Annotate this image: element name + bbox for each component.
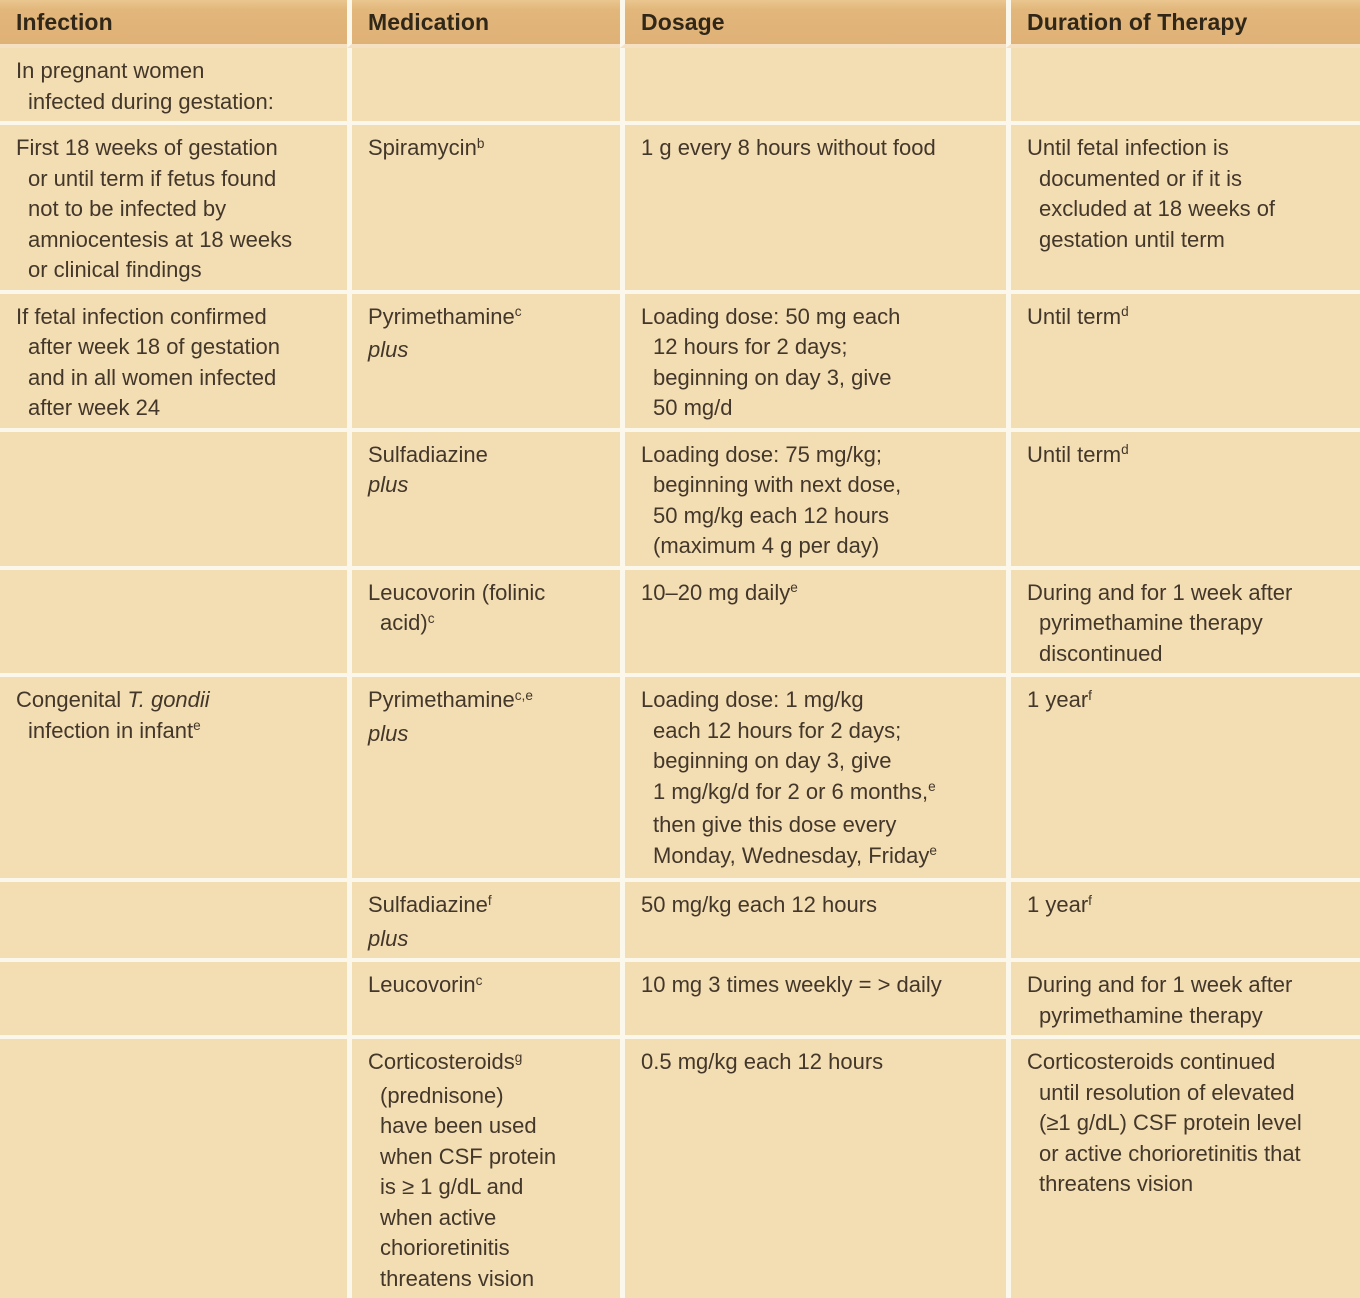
medication-cell bbox=[347, 962, 620, 1039]
cell-line bbox=[641, 470, 998, 501]
text-segment: Pyrimethamine bbox=[368, 687, 515, 712]
text-segment: 1 mg/kg/d for 2 or 6 months, bbox=[653, 778, 929, 804]
infection-cell bbox=[0, 432, 347, 570]
text-segment: threatens vision bbox=[380, 1265, 535, 1291]
text-segment: 0.5 mg/kg each 12 hours bbox=[641, 1049, 884, 1074]
cell-line bbox=[1027, 1047, 1352, 1078]
cell-line bbox=[368, 578, 612, 609]
cell-line bbox=[1027, 1001, 1352, 1032]
text-segment: First 18 weeks of gestation bbox=[16, 135, 278, 160]
duration-cell bbox=[1006, 125, 1360, 294]
text-segment: (maximum 4 g per day) bbox=[653, 533, 880, 558]
duration-cell bbox=[1006, 48, 1360, 125]
cell-line bbox=[16, 56, 339, 87]
text-segment: (≥1 g/dL) CSF protein level bbox=[1039, 1110, 1302, 1135]
footnote-marker: f bbox=[1088, 892, 1092, 908]
cell-line bbox=[641, 302, 998, 333]
text-segment: infection in infant bbox=[28, 717, 194, 743]
table-row bbox=[0, 677, 1360, 882]
table-row bbox=[0, 1039, 1360, 1298]
dosage-cell bbox=[620, 432, 1006, 570]
text-segment: plus bbox=[368, 337, 409, 362]
text-segment: beginning with next dose, bbox=[653, 472, 902, 497]
cell-line bbox=[368, 1203, 612, 1234]
infection-cell bbox=[0, 882, 347, 962]
cell-line bbox=[368, 1081, 612, 1112]
footnote-marker: e bbox=[193, 718, 201, 734]
footnote-marker: e bbox=[790, 580, 798, 596]
infection-cell bbox=[0, 677, 347, 882]
medication-cell bbox=[347, 432, 620, 570]
cell-line bbox=[368, 685, 612, 719]
cell-line bbox=[16, 363, 339, 394]
text-segment: Spiramycin bbox=[368, 135, 477, 160]
cell-line bbox=[641, 578, 998, 612]
col-header-infection: Infection bbox=[0, 0, 347, 48]
text-segment: Until term bbox=[1027, 303, 1122, 329]
text-segment: Loading dose: 1 mg/kg bbox=[641, 687, 864, 712]
text-segment: 50 mg/kg each 12 hours bbox=[641, 892, 878, 917]
footnote-marker: c bbox=[514, 304, 522, 320]
medication-cell bbox=[347, 570, 620, 678]
text-segment: discontinued bbox=[1039, 640, 1163, 666]
cell-line bbox=[641, 133, 998, 164]
text-segment: after week 24 bbox=[28, 395, 161, 420]
text-segment: 50 mg/d bbox=[653, 395, 733, 420]
text-segment: have been used bbox=[380, 1113, 537, 1138]
infection-cell bbox=[0, 48, 347, 125]
cell-line bbox=[1027, 608, 1352, 639]
text-segment: is ≥ 1 g/dL and bbox=[380, 1174, 524, 1199]
cell-line bbox=[16, 685, 339, 716]
cell-line bbox=[1027, 225, 1352, 256]
text-segment: until resolution of elevated bbox=[1039, 1079, 1295, 1105]
cell-line bbox=[641, 810, 998, 841]
infection-cell bbox=[0, 125, 347, 294]
cell-line bbox=[368, 1047, 612, 1081]
text-segment: plus bbox=[368, 925, 409, 951]
infection-cell bbox=[0, 294, 347, 432]
text-segment: or clinical findings bbox=[28, 257, 202, 282]
cell-line bbox=[16, 194, 339, 225]
footnote-marker: f bbox=[487, 892, 492, 908]
cell-line bbox=[641, 363, 998, 394]
text-segment: Congenital bbox=[16, 687, 128, 712]
cell-line bbox=[368, 133, 612, 167]
text-segment: Sulfadiazine bbox=[368, 441, 488, 467]
cell-line bbox=[368, 440, 612, 471]
cell-line bbox=[641, 685, 998, 716]
dosage-cell bbox=[620, 1039, 1006, 1298]
text-segment: each 12 hours for 2 days; bbox=[653, 717, 902, 743]
text-segment: 12 hours for 2 days; bbox=[653, 334, 848, 359]
dosage-cell bbox=[620, 962, 1006, 1039]
footnote-marker: e bbox=[928, 779, 936, 795]
text-segment: 50 mg/kg each 12 hours bbox=[653, 502, 890, 528]
cell-line bbox=[1027, 639, 1352, 670]
text-segment: plus bbox=[368, 720, 409, 746]
cell-line bbox=[16, 225, 339, 256]
table-row bbox=[0, 570, 1360, 678]
dosage-cell bbox=[620, 125, 1006, 294]
cell-line bbox=[16, 87, 339, 118]
text-segment: amniocentesis at 18 weeks bbox=[28, 226, 293, 252]
cell-line bbox=[1027, 440, 1352, 474]
cell-line bbox=[16, 332, 339, 363]
cell-line bbox=[641, 332, 998, 363]
duration-cell bbox=[1006, 570, 1360, 678]
cell-line bbox=[368, 335, 612, 366]
cell-line bbox=[16, 302, 339, 333]
cell-line bbox=[16, 716, 339, 750]
duration-cell bbox=[1006, 432, 1360, 570]
text-segment: beginning on day 3, give bbox=[653, 748, 892, 773]
medication-cell bbox=[347, 125, 620, 294]
dosage-cell bbox=[620, 677, 1006, 882]
text-segment: not to be infected by bbox=[28, 196, 227, 221]
duration-cell bbox=[1006, 294, 1360, 432]
cell-line bbox=[641, 970, 998, 1001]
text-segment: pyrimethamine therapy bbox=[1039, 1002, 1263, 1028]
table-row bbox=[0, 882, 1360, 962]
cell-line bbox=[641, 746, 998, 777]
medication-cell bbox=[347, 1039, 620, 1298]
text-segment: gestation until term bbox=[1039, 226, 1225, 252]
table-header-row bbox=[0, 0, 1360, 48]
medication-cell bbox=[347, 294, 620, 432]
footnote-marker: c bbox=[475, 972, 483, 988]
text-segment: Until term bbox=[1027, 441, 1122, 467]
dosage-cell bbox=[620, 570, 1006, 678]
text-segment: pyrimethamine therapy bbox=[1039, 610, 1263, 635]
footnote-marker: f bbox=[1088, 687, 1092, 703]
text-segment: Pyrimethamine bbox=[368, 303, 515, 329]
cell-line bbox=[641, 393, 998, 424]
footnote-marker: e bbox=[929, 843, 937, 859]
table-row bbox=[0, 48, 1360, 125]
text-segment: Leucovorin bbox=[368, 972, 476, 997]
text-segment: then give this dose every bbox=[653, 812, 897, 837]
text-segment: beginning on day 3, give bbox=[653, 364, 892, 390]
text-segment: threatens vision bbox=[1039, 1171, 1194, 1196]
text-segment: infected during gestation: bbox=[28, 88, 274, 114]
footnote-marker: d bbox=[1121, 442, 1129, 458]
text-segment: when active bbox=[380, 1204, 497, 1230]
cell-line bbox=[1027, 194, 1352, 225]
text-segment: documented or if it is bbox=[1039, 165, 1242, 191]
text-segment: If fetal infection confirmed bbox=[16, 303, 267, 329]
text-segment: T. gondii bbox=[127, 687, 210, 712]
medication-cell bbox=[347, 48, 620, 125]
text-segment: 1 year bbox=[1027, 892, 1089, 917]
cell-line bbox=[368, 970, 612, 1004]
text-segment: chorioretinitis bbox=[380, 1235, 510, 1260]
cell-line bbox=[16, 255, 339, 286]
text-segment: Leucovorin (folinic bbox=[368, 579, 546, 605]
cell-line bbox=[368, 890, 612, 924]
cell-line bbox=[16, 393, 339, 424]
text-segment: plus bbox=[368, 472, 409, 497]
cell-line bbox=[641, 716, 998, 747]
duration-cell bbox=[1006, 677, 1360, 882]
text-segment: During and for 1 week after bbox=[1027, 579, 1293, 605]
text-segment: after week 18 of gestation bbox=[28, 334, 280, 359]
cell-line bbox=[1027, 970, 1352, 1001]
cell-line bbox=[641, 531, 998, 562]
cell-line bbox=[1027, 890, 1352, 924]
text-segment: Loading dose: 75 mg/kg; bbox=[641, 441, 882, 467]
cell-line bbox=[1027, 1078, 1352, 1109]
cell-line bbox=[1027, 164, 1352, 195]
infection-cell bbox=[0, 962, 347, 1039]
duration-cell bbox=[1006, 1039, 1360, 1298]
duration-cell bbox=[1006, 882, 1360, 962]
cell-line bbox=[1027, 1139, 1352, 1170]
footnote-marker: d bbox=[1121, 304, 1129, 320]
text-segment: Loading dose: 50 mg each bbox=[641, 303, 901, 329]
col-header-medication: Medication bbox=[347, 0, 620, 48]
text-segment: or active chorioretinitis that bbox=[1039, 1140, 1301, 1166]
cell-line bbox=[368, 302, 612, 336]
cell-line bbox=[1027, 133, 1352, 164]
text-segment: Corticosteroids continued bbox=[1027, 1049, 1276, 1074]
text-segment: Sulfadiazine bbox=[368, 892, 488, 917]
cell-line bbox=[368, 1111, 612, 1142]
text-segment: or until term if fetus found bbox=[28, 165, 277, 191]
cell-line bbox=[1027, 685, 1352, 719]
medication-cell bbox=[347, 677, 620, 882]
footnote-marker: g bbox=[514, 1049, 523, 1065]
cell-line bbox=[1027, 1169, 1352, 1200]
text-segment: acid) bbox=[380, 610, 428, 635]
medication-cell bbox=[347, 882, 620, 962]
cell-line bbox=[641, 1047, 998, 1078]
text-segment: During and for 1 week after bbox=[1027, 972, 1293, 997]
infection-cell bbox=[0, 570, 347, 678]
duration-cell bbox=[1006, 962, 1360, 1039]
cell-line bbox=[16, 133, 339, 164]
infection-cell bbox=[0, 1039, 347, 1298]
text-segment: Corticosteroids bbox=[368, 1049, 515, 1074]
cell-line bbox=[1027, 1108, 1352, 1139]
dosage-cell bbox=[620, 294, 1006, 432]
text-segment: and in all women infected bbox=[28, 364, 277, 390]
footnote-marker: c bbox=[427, 610, 435, 626]
text-segment: 1 g every 8 hours without food bbox=[641, 135, 936, 160]
cell-line bbox=[641, 501, 998, 532]
dosage-cell bbox=[620, 48, 1006, 125]
cell-line bbox=[1027, 302, 1352, 336]
cell-line bbox=[368, 924, 612, 955]
text-segment: 1 year bbox=[1027, 687, 1089, 712]
cell-line bbox=[641, 777, 998, 811]
cell-line bbox=[1027, 578, 1352, 609]
cell-line bbox=[368, 470, 612, 501]
table-row bbox=[0, 294, 1360, 432]
cell-line bbox=[368, 1142, 612, 1173]
cell-line bbox=[368, 719, 612, 750]
table-row bbox=[0, 432, 1360, 570]
text-segment: Monday, Wednesday, Friday bbox=[653, 842, 930, 868]
text-segment: In pregnant women bbox=[16, 58, 205, 83]
text-segment: Until fetal infection is bbox=[1027, 135, 1229, 160]
footnote-marker: b bbox=[476, 135, 485, 151]
cell-line bbox=[16, 164, 339, 195]
dosage-cell bbox=[620, 882, 1006, 962]
cell-line bbox=[641, 440, 998, 471]
text-segment: when CSF protein bbox=[380, 1143, 557, 1169]
col-header-dosage: Dosage bbox=[620, 0, 1006, 48]
table-row bbox=[0, 962, 1360, 1039]
cell-line bbox=[368, 1264, 612, 1295]
table-row bbox=[0, 125, 1360, 294]
cell-line bbox=[368, 1172, 612, 1203]
text-segment: (prednisone) bbox=[380, 1082, 504, 1108]
col-header-duration: Duration of Therapy bbox=[1006, 0, 1360, 48]
text-segment: 10 mg 3 times weekly = > daily bbox=[641, 972, 942, 997]
cell-line bbox=[641, 890, 998, 921]
text-segment: excluded at 18 weeks of bbox=[1039, 196, 1276, 221]
footnote-marker: c,e bbox=[514, 687, 533, 703]
cell-line bbox=[641, 841, 998, 875]
cell-line bbox=[368, 1233, 612, 1264]
text-segment: 10–20 mg daily bbox=[641, 579, 791, 605]
cell-line bbox=[368, 608, 612, 642]
